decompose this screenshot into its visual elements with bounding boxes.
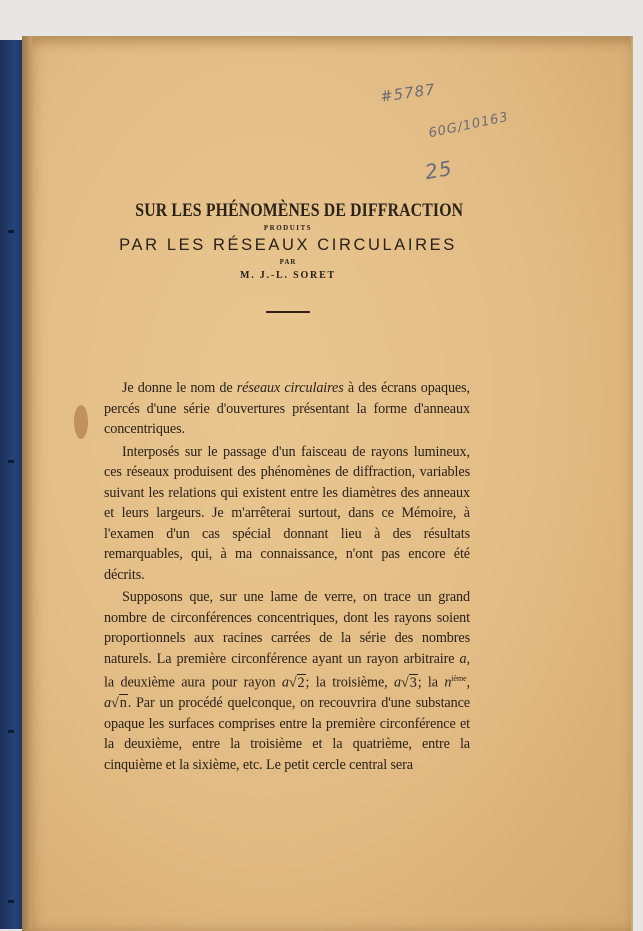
math-root-2: 2 <box>297 674 305 691</box>
paragraph-3-text-b: , la deuxième aura pour rayon <box>104 650 470 691</box>
handwritten-annotation-price: 25 <box>423 155 455 185</box>
binding-stitch <box>8 460 14 463</box>
binding-stitch <box>8 900 14 903</box>
paper-stain <box>74 405 88 439</box>
math-variable-a: a <box>459 650 467 667</box>
title-line-1: SUR LES PHÉNOMÈNES DE DIFFRACTION <box>135 200 464 221</box>
paragraph-3-text-e: , <box>466 674 470 691</box>
paragraph-3-text-c: ; la troisième, <box>305 674 394 691</box>
paragraph-3: Supposons que, sur une lame de verre, on trace un grand nombre de circonférences concentriques, dont les rayons soient proportionnels aux racines carrées de la série des nombres naturels. La première circonférence ayant un rayon arbitraire a, la deuxième aura pour rayon a√2; la troisième, a√3; la $n^{ième}$, a√n. Par un procédé quelconque, on recouvrira d'une substance opaque les surfaces comprises entre la première circonférence et la deuxième, entre la troisième et la quatrième, entre la cinquième et la sixième, etc. Le petit cercle central sera <box>104 589 470 773</box>
title-block <box>104 200 472 313</box>
page-left-edge <box>22 36 32 929</box>
handwritten-annotation-catalog: 60G/10163 <box>427 109 511 142</box>
paragraph-2: Interposés sur le passage d'un faisceau de rayons lumineux, ces réseaux produisent des phénomènes de diffraction, variables suivant les relations qui existent entre les diamètres des anneaux et leurs largeurs. Je m'arrêterai surtout, dans ce Mémoire, à l'examen d'un cas spécial donnant lieu à des résultats remarquables, qui, à ma connaissance, n'ont pas encore été décrits. <box>104 443 470 583</box>
ordinal-superscript: ième <box>451 674 467 683</box>
paragraph-1-emphasis: réseaux circulaires <box>236 380 344 396</box>
author-name: M. J.-L. SORET <box>239 270 337 281</box>
math-variable-n: n <box>444 674 452 691</box>
title-line-2: PAR LES RÉSEAUX CIRCULAIRES <box>119 236 457 254</box>
math-root-n: n <box>119 695 127 712</box>
paragraph-1-text: Je donne le nom de <box>122 380 237 396</box>
math-root-3: 3 <box>409 674 417 691</box>
math-variable-a: a <box>104 695 111 712</box>
body-text <box>104 378 470 775</box>
math-variable-a: a <box>281 674 289 691</box>
paragraph-1 <box>104 378 470 440</box>
title-connector-produits: PRODUITS <box>263 224 313 232</box>
paragraph-3-text-d: ; la <box>417 674 445 691</box>
paragraph-3-text: Supposons que, sur une lame de verre, on trace un grand nombre de circonférences concentriques, dont les rayons soient proportionnels aux racines carrées de la série des nombres naturels. La première circonférence ayant un rayon arbitraire <box>104 589 470 667</box>
handwritten-annotation-number: #5787 <box>379 80 437 106</box>
math-variable-a: a <box>394 674 401 691</box>
paragraph-3-text-f: . Par un procédé quelconque, on recouvrira d'une substance opaque les surfaces comprises entre la première circonférence et la deuxième, entre la troisième et la quatrième, entre la cinquième et la sixième, etc. Le petit cercle central sera <box>104 695 470 773</box>
title-divider-rule <box>266 311 310 313</box>
paragraph-1-text-cont: à des écrans opaques, percés d'une série d'ouvertures présentant la forme d'anneaux concentriques. <box>104 380 470 437</box>
title-connector-par: PAR <box>279 258 297 266</box>
binding-stitch <box>8 730 14 733</box>
binding-stitch <box>8 230 14 233</box>
